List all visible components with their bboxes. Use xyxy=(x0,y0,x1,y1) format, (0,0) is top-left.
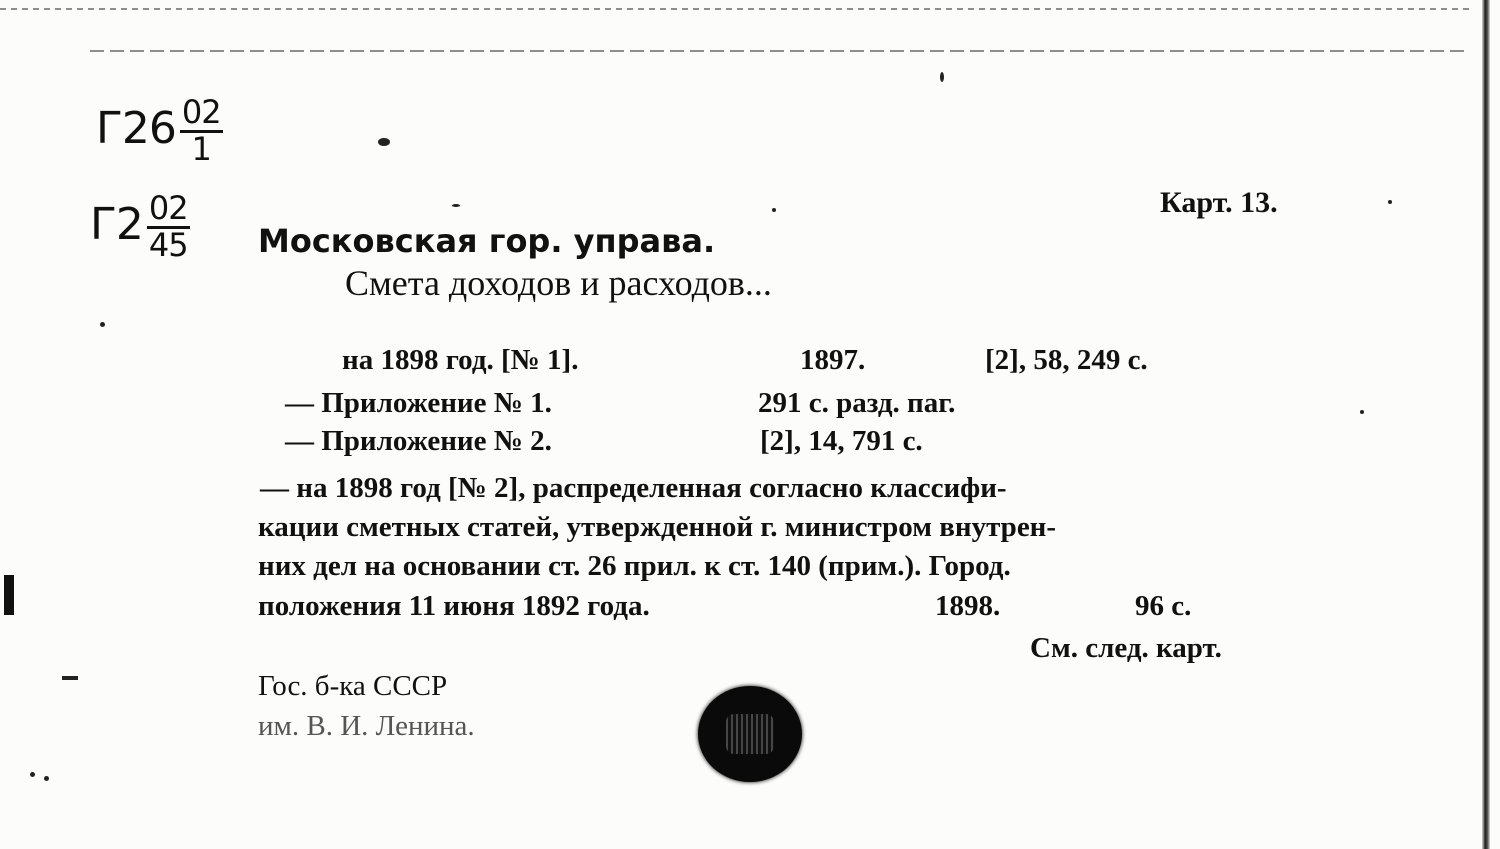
library-name-line-2: им. В. И. Ленина. xyxy=(258,710,475,742)
ink-speck xyxy=(100,322,105,327)
library-stamp-icon xyxy=(698,686,802,782)
entry-2-pages: 96 с. xyxy=(1135,590,1192,622)
shelfmark-2-fraction xyxy=(147,189,190,264)
appendix-1-pages: 291 с. разд. паг. xyxy=(758,387,956,419)
ink-speck xyxy=(940,72,944,82)
appendix-2-pages: [2], 14, 791 с. xyxy=(760,425,923,457)
left-edge-mark xyxy=(4,575,14,615)
shelfmark-1 xyxy=(96,93,223,168)
card-number: Карт. 13. xyxy=(1160,186,1278,219)
ink-speck xyxy=(452,204,460,207)
ink-speck xyxy=(30,772,35,777)
ink-speck xyxy=(1360,410,1364,414)
top-edge-line xyxy=(0,8,1470,10)
library-name-line-1: Гос. б-ка СССР xyxy=(258,670,448,702)
entry-2-line-4: положения 11 июня 1892 года. xyxy=(258,590,650,622)
shelfmark-2 xyxy=(90,189,190,264)
entry-1-pages: [2], 58, 249 с. xyxy=(985,344,1148,376)
left-dash-mark xyxy=(62,676,78,680)
right-card-edge xyxy=(1482,0,1490,849)
entry-2-line-3: них дел на основании ст. 26 прил. к ст. 140 (прим.). Город. xyxy=(258,550,1011,582)
top-rule-line xyxy=(90,50,1470,52)
ink-speck xyxy=(772,208,776,212)
shelfmark-2-denominator: 45 xyxy=(148,225,188,264)
shelfmark-1-denominator: 1 xyxy=(191,129,211,168)
see-next-card: См. след. карт. xyxy=(1030,632,1222,664)
appendix-2-label: — Приложение № 2. xyxy=(285,425,552,457)
entry-2-year: 1898. xyxy=(935,590,1001,622)
entry-1-edition: на 1898 год. [№ 1]. xyxy=(342,344,579,376)
appendix-1-label: — Приложение № 1. xyxy=(285,387,552,419)
author-heading: Московская гор. управа. xyxy=(258,222,716,260)
ink-speck xyxy=(44,776,49,781)
ink-speck xyxy=(1388,200,1392,204)
shelfmark-2-prefix: Г2 xyxy=(90,199,143,251)
entry-1-year: 1897. xyxy=(800,344,866,376)
entry-2-line-1: — на 1898 год [№ 2], распределенная согласно классифи- xyxy=(260,472,1007,504)
entry-2-line-2: кации сметных статей, утвержденной г. министром внутрен- xyxy=(258,511,1057,543)
shelfmark-1-prefix: Г26 xyxy=(96,103,176,155)
ink-speck xyxy=(378,138,390,146)
record-title: Смета доходов и расходов... xyxy=(345,263,772,303)
shelfmark-2-numerator: 02 xyxy=(148,189,188,227)
shelfmark-1-numerator: 02 xyxy=(181,93,221,131)
shelfmark-1-fraction xyxy=(180,93,223,168)
